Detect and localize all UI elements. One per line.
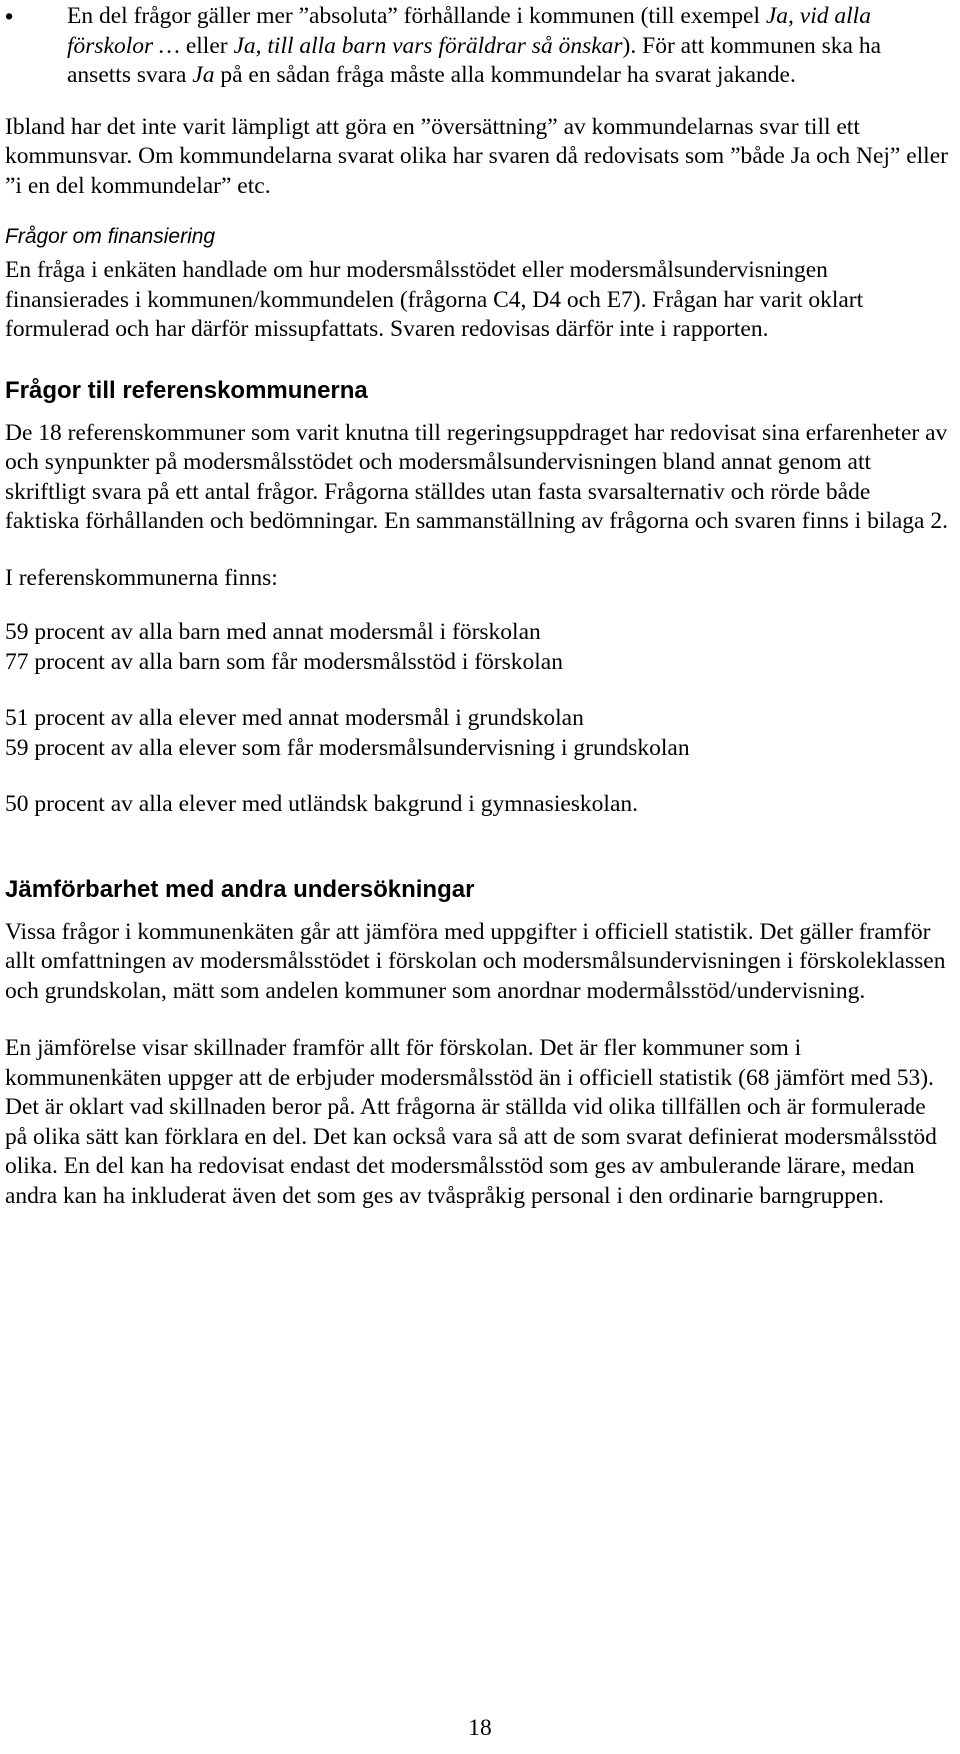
bullet-text-part: En del frågor gäller mer ”absoluta” förhållande i kommunen (till exempel [67,3,766,29]
page-number: 18 [468,1715,492,1741]
bullet-text-part: ). För att kommunen ska ha ansetts svara [67,32,882,88]
bullet-text-italic: Ja, till alla barn vars föräldrar så önskar [233,32,623,59]
paragraph-intro-list: I referenskommunerna finns: [5,564,278,591]
bullet-text-part: eller [185,32,234,59]
paragraph-translation: Ibland har det inte varit lämpligt att göra en ”översättning” av kommundelarnas svar till ett kommunsvar. Om kommundelarna svarat olika har svaren då redovisats som ”både Ja och Nej” eller ”i en del kommundelar” etc. [5,113,948,199]
paragraph-reference: De 18 referenskommuner som varit knutna till regeringsuppdraget har redovisat sina erfarenheter av och synpunkter på modersmålsstödet och modersmålsundervisningen bland annat genom att skriftligt svara på ett antal frågor. Frågorna ställdes utan fasta svarsalternativ och rörde både faktiska förhållanden och bedömningar. En sammanställning av frågorna och svaren finns i bilaga 2. [5,419,948,534]
stat-line: 77 procent av alla barn som får modersmålsstöd i förskolan [5,648,563,675]
paragraph-comparison-1: Vissa frågor i kommunenkäten går att jämföra med uppgifter i officiell statistik. Det gäller framför allt omfattningen av modersmålsstödet i förskolan och modersmålsundervisningen i förskoleklassen och grundskolan, mätt som andelen kommuner som anordnar modermålsstöd/undervisning. [5,918,946,1004]
paragraph-finance: En fråga i enkäten handlade om hur modersmålsstödet eller modersmålsundervisningen finansierades i kommunen/kommundelen (frågorna C4, D4 och E7). Frågan har varit oklart formulerad och har därför missupfattats. Svaren redovisas därför inte i rapporten. [5,257,864,342]
document-page [5,0,950,1211]
bullet-dot-icon: • [5,3,14,29]
stat-line: 50 procent av alla elever med utländsk bakgrund i gymnasieskolan. [5,791,639,817]
bullet-text-part: på en sådan fråga måste alla kommundelar ha svarat jakande. [214,62,796,88]
stat-line: 51 procent av alla elever med annat modersmål i grundskolan [5,705,584,731]
bullet-text [67,2,950,91]
stats-group-upper [5,790,950,820]
heading-comparison: Jämförbarhet med andra undersökningar [5,875,475,903]
stats-group-school [5,704,950,763]
bullet-text-italic: Ja, vid alla förskolor … [67,3,871,59]
stats-group-preschool [5,618,950,677]
stat-line: 59 procent av alla elever som får modersmålsundervisning i grundskolan [5,734,690,761]
stat-line: 59 procent av alla barn med annat modersmål i förskolan [5,619,541,645]
bullet-item [5,2,950,91]
heading-finance: Frågor om finansiering [5,225,216,248]
paragraph-comparison-2: En jämförelse visar skillnader framför allt för förskolan. Det är fler kommuner som i kommunenkäten uppger att de erbjuder modersmålsstöd än i officiell statistik (68 jämfört med 53). Det är oklart vad skillnaden beror på. Att frågorna är ställda vid olika tillfällen och är formulerade på olika sätt kan förklara en del. Det kan också vara så att de som svarat definierat modersmålsstöd olika. En del kan ha redovisat endast det modersmålsstöd som ges av ambulerande lärare, medan andra kan ha inkluderat även det som ges av tvåspråkig personal i den ordinarie barngruppen. [5,1035,937,1209]
bullet-text-italic: Ja [192,62,215,88]
heading-reference: Frågor till referenskommunerna [5,376,368,404]
